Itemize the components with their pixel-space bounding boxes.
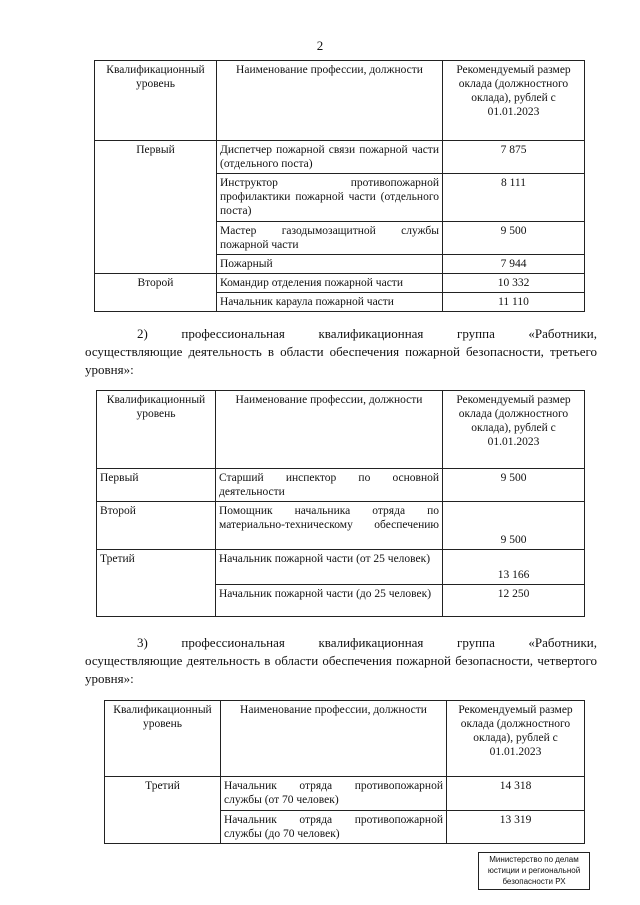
position-name: Диспетчер пожарной связи пожарной части (отдельного поста)	[217, 141, 443, 174]
position-name: Начальник караула пожарной части	[217, 293, 443, 312]
position-name: Пожарный	[217, 255, 443, 274]
level-cell: Первый	[97, 469, 216, 502]
stamp-line: безопасности РХ	[502, 877, 566, 886]
salary-value: 12 250	[443, 585, 585, 617]
table-1	[94, 60, 585, 312]
salary-value: 9 500	[443, 469, 585, 502]
table-2	[96, 390, 585, 617]
level-cell: Третий	[105, 777, 221, 844]
salary-value: 7 875	[443, 141, 585, 174]
salary-value: 11 110	[443, 293, 585, 312]
paragraph-group-4th-level	[85, 634, 597, 688]
salary-value: 13 166	[443, 550, 585, 585]
position-name: Начальник отряда противопожарной службы (до 70 человек)	[221, 811, 447, 844]
header-level: Квалификационный уровень	[105, 701, 221, 777]
header-salary: Рекомендуемый размер оклада (должностного оклада), рублей с 01.01.2023	[447, 701, 585, 777]
header-level: Квалификационный уровень	[95, 61, 217, 141]
salary-value: 13 319	[447, 811, 585, 844]
paragraph-line: 2) профессиональная квалификационная группа «Работники,	[137, 326, 597, 341]
header-name: Наименование профессии, должности	[217, 61, 443, 141]
level-cell: Третий	[97, 550, 216, 617]
paragraph-group-3rd-level	[85, 325, 597, 379]
stamp-line: юстиции и региональной	[487, 866, 581, 875]
header-salary: Рекомендуемый размер оклада (должностного оклада), рублей с 01.01.2023	[443, 391, 585, 469]
header-level: Квалификационный уровень	[97, 391, 216, 469]
paragraph-text: осуществляющие деятельность в области обеспечения пожарной безопасности, третьего уровня»:	[85, 344, 597, 377]
level-cell: Первый	[95, 141, 217, 274]
position-name: Начальник пожарной части (от 25 человек)	[216, 550, 443, 585]
position-name: Старший инспектор по основной деятельности	[216, 469, 443, 502]
page-number: 2	[316, 38, 324, 53]
position-name: Командир отделения пожарной части	[217, 274, 443, 293]
table-3	[104, 700, 585, 844]
salary-value: 9 500	[443, 222, 585, 255]
header-name: Наименование профессии, должности	[221, 701, 447, 777]
position-name: Начальник пожарной части (до 25 человек)	[216, 585, 443, 617]
paragraph-text: осуществляющие деятельность в области обеспечения пожарной безопасности, четвертого уровня»:	[85, 653, 597, 686]
level-cell: Второй	[95, 274, 217, 312]
position-name: Мастер газодымозащитной службы пожарной части	[217, 222, 443, 255]
salary-value: 8 111	[443, 174, 585, 222]
salary-value: 9 500	[443, 502, 585, 550]
salary-value: 7 944	[443, 255, 585, 274]
level-cell: Второй	[97, 502, 216, 550]
position-name: Помощник начальника отряда по материально-техническому обеспечению	[216, 502, 443, 550]
paragraph-line: 3) профессиональная квалификационная группа «Работники,	[137, 635, 597, 650]
salary-value: 14 318	[447, 777, 585, 811]
position-name: Инструктор противопожарной профилактики пожарной части (отдельного поста)	[217, 174, 443, 222]
stamp-line: Министерство по делам	[489, 855, 579, 864]
header-name: Наименование профессии, должности	[216, 391, 443, 469]
header-salary: Рекомендуемый размер оклада (должностного оклада), рублей с 01.01.2023	[443, 61, 585, 141]
ministry-stamp	[478, 852, 590, 890]
salary-value: 10 332	[443, 274, 585, 293]
position-name: Начальник отряда противопожарной службы (от 70 человек)	[221, 777, 447, 811]
